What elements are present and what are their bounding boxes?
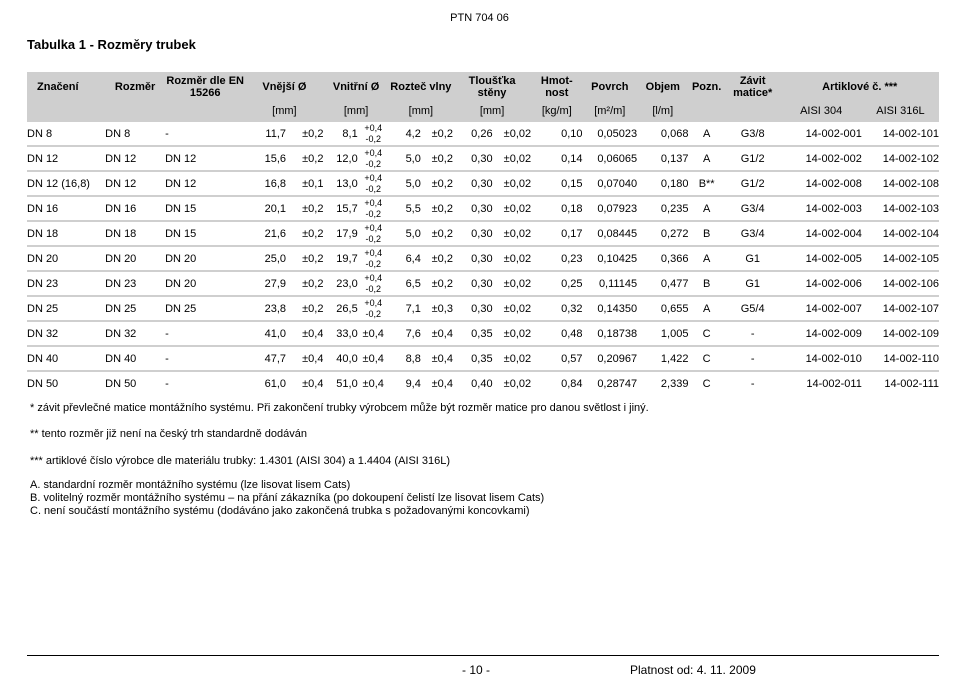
- table-cell: 15,7: [336, 202, 358, 215]
- table-cell: 0,57: [561, 352, 583, 365]
- table-cell: DN 50: [105, 377, 137, 390]
- header-volume: Objem: [645, 81, 680, 93]
- table-cell: 0,32: [561, 302, 583, 315]
- table-cell: 0,30: [471, 227, 493, 240]
- table-cell: DN 18: [27, 227, 59, 240]
- table-cell: 0,25: [561, 277, 583, 290]
- legend-b: B. volitelný rozměr montážního systému – na přání zákazníka (po dokoupení čelistí lze lisovat lisem Cats): [30, 492, 545, 504]
- table-cell: 8,1: [342, 127, 358, 140]
- table-cell: DN 32: [105, 327, 137, 340]
- table-cell: 61,0: [264, 377, 286, 390]
- table-cell: 14-002-104: [882, 227, 939, 240]
- table-cell: 14-002-109: [882, 327, 939, 340]
- table-cell: 0,18738: [597, 327, 638, 340]
- page-number: - 10 -: [462, 663, 491, 677]
- table-cell: ±0,2: [302, 302, 324, 315]
- tolerance-value: -0,2: [365, 158, 381, 169]
- table-cell: ±0,4: [431, 377, 453, 390]
- tolerance-value: -0,2: [365, 258, 381, 269]
- table-cell: [358, 171, 389, 196]
- tolerance-value: -0,2: [365, 133, 381, 144]
- table-cell: ±0,4: [431, 352, 453, 365]
- table-cell: ±0,02: [503, 302, 532, 315]
- table-cell: ±0,2: [431, 227, 453, 240]
- table-cell: DN 12: [165, 152, 197, 165]
- table-cell: A: [702, 252, 711, 265]
- table-cell: -: [750, 352, 755, 365]
- table-cell: 0,26: [471, 127, 493, 140]
- table-cell: 1,422: [660, 352, 689, 365]
- header-wave-pitch: Rozteč vlny: [390, 81, 452, 93]
- table-cell: 21,6: [264, 227, 286, 240]
- table-cell: 0,20967: [597, 352, 638, 365]
- table-cell: 14-002-110: [883, 352, 939, 365]
- unit-thickness: [mm]: [479, 105, 505, 117]
- table-cell: -: [165, 352, 169, 365]
- table-cell: 16,8: [264, 177, 286, 190]
- table-cell: 15,6: [264, 152, 286, 165]
- table-cell: 0,11145: [598, 277, 638, 290]
- header-mass: Hmot-nost: [540, 75, 573, 99]
- table-cell: G3/8: [740, 127, 765, 140]
- table-cell: DN 23: [105, 277, 137, 290]
- table-cell: ±0,2: [431, 152, 453, 165]
- table-cell: G5/4: [740, 302, 765, 315]
- table-cell: 17,9: [336, 227, 358, 240]
- table-cell: ±0,4: [431, 327, 453, 340]
- table-cell: 0,48: [561, 327, 583, 340]
- table-cell: 14-002-003: [805, 202, 862, 215]
- table-cell: DN 15: [165, 202, 197, 215]
- table-cell: 0,28747: [597, 377, 638, 390]
- table-cell: G1: [745, 252, 761, 265]
- table-cell: 0,655: [660, 302, 689, 315]
- table-cell: 0,235: [660, 202, 689, 215]
- table-cell: ±0,02: [503, 127, 532, 140]
- tolerance-value: -0,2: [365, 233, 381, 244]
- table-cell: 14-002-105: [882, 252, 939, 265]
- table-cell: 47,7: [264, 352, 286, 365]
- table-cell: 4,2: [405, 127, 421, 140]
- table-cell: DN 40: [105, 352, 137, 365]
- table-cell: DN 16: [27, 202, 59, 215]
- footer-divider: [27, 655, 939, 656]
- table-cell: 0,23: [561, 252, 583, 265]
- table-cell: DN 20: [27, 252, 59, 265]
- table-cell: ±0,02: [503, 377, 532, 390]
- table-cell: ±0,1: [302, 177, 324, 190]
- header-note: Pozn.: [691, 81, 722, 93]
- table-row: [27, 371, 939, 395]
- table-cell: 0,10425: [597, 252, 638, 265]
- table-cell: ±0,4: [362, 352, 384, 365]
- header-wall-thickness: Tloušťka stěny: [468, 75, 516, 99]
- table-cell: [358, 271, 389, 296]
- header-rozmer-en: Rozměr dle EN 15266: [166, 75, 245, 99]
- tolerance-value: +0,4: [364, 122, 383, 133]
- table-cell: [358, 146, 389, 171]
- table-cell: 0,18: [561, 202, 583, 215]
- tolerance-value: +0,4: [364, 297, 383, 308]
- table-cell: 14-002-006: [805, 277, 862, 290]
- table-cell: DN 8: [27, 127, 53, 140]
- dimensions-table: [27, 72, 939, 395]
- table-cell: [358, 121, 389, 146]
- table-cell: -: [750, 377, 755, 390]
- table-cell: ±0,2: [431, 177, 453, 190]
- table-cell: 23,0: [336, 277, 358, 290]
- legend-a: A. standardní rozměr montážního systému (lze lisovat lisem Cats): [30, 479, 351, 491]
- table-cell: 0,35: [471, 352, 493, 365]
- table-cell: 0,30: [471, 277, 493, 290]
- tolerance-value: -0,2: [365, 308, 381, 319]
- unit-inner: [mm]: [343, 105, 369, 117]
- header-thread: Závit matice*: [733, 75, 773, 99]
- table-cell: 0,14: [561, 152, 583, 165]
- table-cell: ±0,4: [302, 352, 324, 365]
- table-cell: 0,272: [660, 227, 689, 240]
- table-cell: ±0,2: [431, 127, 453, 140]
- table-cell: 14-002-106: [882, 277, 939, 290]
- header-surface: Povrch: [591, 81, 629, 93]
- table-cell: ±0,4: [362, 377, 384, 390]
- unit-aisi-304: AISI 304: [800, 105, 843, 117]
- legend-c: C. není součástí montážního systému (dodáváno jako zakončená trubka s požadovanými koncovkami): [30, 505, 530, 517]
- table-row: [27, 171, 939, 196]
- table-cell: DN 32: [27, 327, 59, 340]
- table-cell: [358, 221, 389, 246]
- table-cell: 6,4: [405, 252, 421, 265]
- table-cell: A: [702, 302, 711, 315]
- table-cell: 27,9: [264, 277, 286, 290]
- table-cell: ±0,02: [503, 227, 532, 240]
- table-cell: 26,5: [336, 302, 358, 315]
- table-cell: 6,5: [405, 277, 421, 290]
- table-cell: 14-002-101: [882, 127, 939, 140]
- footnote-article: *** artiklové číslo výrobce dle materiálu trubky: 1.4301 (AISI 304) a 1.4404 (AISI 316L): [30, 455, 451, 467]
- table-cell: 9,4: [405, 377, 421, 390]
- table-cell: 14-002-002: [805, 152, 862, 165]
- table-cell: 0,30: [471, 152, 493, 165]
- table-cell: B: [702, 227, 711, 240]
- header-outer-diameter: Vnější Ø: [262, 81, 307, 93]
- table-cell: C: [702, 327, 711, 340]
- table-cell: A: [702, 127, 711, 140]
- tolerance-value: -0,2: [365, 208, 381, 219]
- tolerance-value: +0,4: [364, 172, 383, 183]
- table-row: [27, 271, 939, 296]
- table-cell: 0,07923: [597, 202, 638, 215]
- unit-aisi-316l: AISI 316L: [876, 105, 925, 117]
- tolerance-value: +0,4: [364, 222, 383, 233]
- header-row: [27, 72, 939, 102]
- table-cell: -: [165, 127, 169, 140]
- tolerance-value: +0,4: [364, 147, 383, 158]
- table-cell: 0,30: [471, 302, 493, 315]
- table-cell: 0,180: [660, 177, 689, 190]
- table-row: [27, 121, 939, 146]
- unit-mass: [kg/m]: [541, 105, 572, 117]
- table-cell: -: [165, 377, 169, 390]
- table-cell: 14-002-102: [882, 152, 939, 165]
- table-cell: DN 25: [165, 302, 197, 315]
- table-cell: DN 50: [27, 377, 59, 390]
- header-oznaceni: Značení: [37, 81, 79, 93]
- table-cell: -: [165, 327, 169, 340]
- table-cell: DN 25: [105, 302, 137, 315]
- table-cell: 0,17: [561, 227, 583, 240]
- table-cell: ±0,3: [431, 302, 453, 315]
- table-cell: DN 40: [27, 352, 59, 365]
- table-cell: B: [702, 277, 711, 290]
- table-cell: 5,5: [405, 202, 421, 215]
- header-article-number: Artiklové č. ***: [822, 81, 898, 93]
- table-cell: 14-002-010: [805, 352, 862, 365]
- table-cell: 0,07040: [597, 177, 638, 190]
- table-cell: ±0,02: [503, 152, 532, 165]
- table-cell: 2,339: [660, 377, 689, 390]
- table-cell: DN 20: [165, 277, 197, 290]
- table-cell: ±0,2: [431, 252, 453, 265]
- header-inner-diameter: Vnitřní Ø: [332, 81, 380, 93]
- table-cell: 23,8: [264, 302, 286, 315]
- table-cell: ±0,02: [503, 177, 532, 190]
- table-cell: ±0,2: [302, 202, 324, 215]
- table-cell: DN 15: [165, 227, 197, 240]
- table-cell: 12,0: [336, 152, 358, 165]
- document-code: PTN 704 06: [450, 12, 509, 24]
- tolerance-value: +0,4: [364, 197, 383, 208]
- table-cell: 14-002-009: [805, 327, 862, 340]
- unit-outer: [mm]: [272, 105, 297, 117]
- table-cell: 40,0: [336, 352, 358, 365]
- table-row: [27, 246, 939, 271]
- table-cell: 0,30: [471, 252, 493, 265]
- table-cell: 14-002-007: [805, 302, 862, 315]
- table-cell: 0,366: [660, 252, 689, 265]
- table-cell: 14-002-103: [882, 202, 939, 215]
- table-cell: ±0,4: [302, 327, 324, 340]
- table-cell: 14-002-005: [805, 252, 862, 265]
- table-cell: 0,14350: [597, 302, 638, 315]
- tolerance-value: +0,4: [364, 272, 383, 283]
- table-cell: 14-002-004: [805, 227, 862, 240]
- table-cell: DN 8: [105, 127, 131, 140]
- table-cell: DN 18: [105, 227, 137, 240]
- table-cell: DN 12: [165, 177, 197, 190]
- tolerance-value: -0,2: [365, 183, 381, 194]
- table-cell: ±0,4: [362, 327, 384, 340]
- unit-surface: [m²/m]: [594, 105, 626, 117]
- table-cell: 20,1: [264, 202, 286, 215]
- table-cell: 0,84: [561, 377, 583, 390]
- table-cell: 14-002-011: [806, 377, 862, 390]
- table-cell: 11,7: [265, 127, 286, 140]
- table-cell: [358, 196, 389, 221]
- table-cell: 14-002-108: [882, 177, 939, 190]
- table-cell: B**: [698, 177, 715, 190]
- table-cell: 0,30: [471, 177, 493, 190]
- footnote-not-supplied: ** tento rozměr již není na český trh standardně dodáván: [30, 428, 307, 440]
- table-cell: ±0,02: [503, 352, 532, 365]
- table-cell: ±0,02: [503, 277, 532, 290]
- valid-from: Platnost od: 4. 11. 2009: [630, 663, 756, 677]
- table-cell: 19,7: [336, 252, 358, 265]
- table-cell: ±0,02: [503, 202, 532, 215]
- table-cell: C: [702, 377, 711, 390]
- table-cell: ±0,4: [302, 377, 324, 390]
- table-cell: G1: [745, 277, 761, 290]
- table-cell: ±0,2: [302, 152, 324, 165]
- table-cell: G1/2: [740, 177, 765, 190]
- table-cell: G1/2: [740, 152, 765, 165]
- table-row: [27, 221, 939, 246]
- table-cell: C: [702, 352, 711, 365]
- table-cell: 13,0: [336, 177, 358, 190]
- table-cell: [358, 246, 389, 271]
- table-cell: 33,0: [336, 327, 358, 340]
- table-cell: [358, 296, 389, 321]
- table-row: [27, 196, 939, 221]
- table-title: Tabulka 1 - Rozměry trubek: [27, 37, 196, 52]
- table-cell: 0,137: [660, 152, 689, 165]
- table-cell: ±0,2: [302, 127, 324, 140]
- table-cell: ±0,2: [431, 277, 453, 290]
- table-cell: 0,40: [471, 377, 493, 390]
- unit-volume: [l/m]: [652, 105, 674, 117]
- table-cell: A: [702, 152, 711, 165]
- table-cell: 14-002-001: [805, 127, 862, 140]
- table-cell: 5,0: [405, 227, 421, 240]
- units-row: [27, 102, 939, 121]
- table-row: [27, 146, 939, 171]
- tolerance-value: +0,4: [364, 247, 383, 258]
- table-cell: DN 20: [105, 252, 137, 265]
- table-cell: 0,08445: [597, 227, 638, 240]
- table-row: [27, 296, 939, 321]
- table-cell: ±0,02: [503, 327, 532, 340]
- unit-pitch: [mm]: [408, 105, 434, 117]
- table-cell: 0,06065: [597, 152, 638, 165]
- table-cell: 14-002-107: [882, 302, 939, 315]
- table-cell: 14-002-111: [884, 377, 939, 390]
- table-cell: 14-002-008: [805, 177, 862, 190]
- table-row: [27, 321, 939, 346]
- table-cell: G3/4: [740, 227, 765, 240]
- table-cell: 0,068: [660, 127, 689, 140]
- table-cell: ±0,02: [503, 252, 532, 265]
- table-cell: ±0,2: [302, 252, 324, 265]
- table-cell: 0,15: [561, 177, 583, 190]
- table-cell: 41,0: [264, 327, 286, 340]
- table-cell: 7,6: [405, 327, 421, 340]
- table-cell: DN 12 (16,8): [27, 177, 90, 190]
- table-cell: -: [750, 327, 755, 340]
- table-row: [27, 346, 939, 371]
- table-cell: ±0,2: [302, 277, 324, 290]
- table-cell: 0,477: [660, 277, 689, 290]
- header-rozmer: Rozměr: [114, 81, 156, 93]
- table-cell: 51,0: [336, 377, 358, 390]
- table-cell: ±0,2: [431, 202, 453, 215]
- table-cell: DN 12: [105, 177, 137, 190]
- table-cell: 5,0: [405, 177, 421, 190]
- table-cell: 0,30: [471, 202, 493, 215]
- table-cell: DN 25: [27, 302, 59, 315]
- table-cell: G3/4: [740, 202, 765, 215]
- table-cell: DN 12: [105, 152, 137, 165]
- table-cell: 5,0: [405, 152, 421, 165]
- dimensions-table-wrapper: [27, 72, 939, 390]
- table-cell: 0,05023: [597, 127, 638, 140]
- table-cell: A: [702, 202, 711, 215]
- table-cell: DN 20: [165, 252, 197, 265]
- table-cell: DN 12: [27, 152, 59, 165]
- table-cell: ±0,2: [302, 227, 324, 240]
- table-cell: 25,0: [264, 252, 286, 265]
- tolerance-value: -0,2: [365, 283, 381, 294]
- footnote-thread: * závit převlečné matice montážního systému. Při zakončení trubky výrobcem může být rozměr matice pro danou světlost i jiný.: [30, 402, 649, 414]
- table-cell: DN 23: [27, 277, 59, 290]
- table-cell: 7,1: [405, 302, 421, 315]
- table-cell: 0,35: [471, 327, 493, 340]
- table-cell: 8,8: [405, 352, 421, 365]
- table-cell: DN 16: [105, 202, 137, 215]
- table-cell: 1,005: [660, 327, 689, 340]
- table-cell: 0,10: [561, 127, 583, 140]
